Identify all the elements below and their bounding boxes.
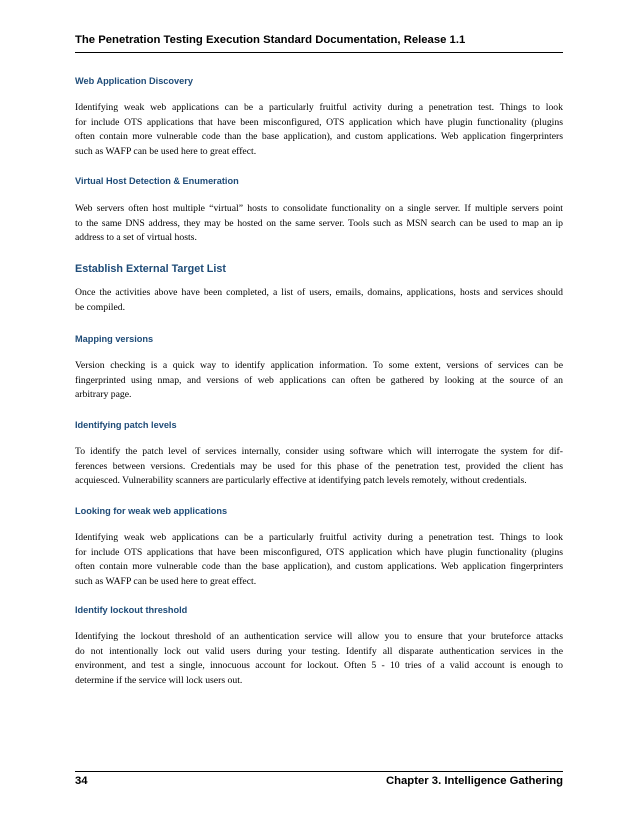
text-line: determine if the service will lock users out.	[75, 674, 243, 686]
text-line: Version checking is a quick way to identify application information. To some extent, versions of services can be	[75, 360, 563, 371]
text-line: To identify the patch level of services internally, consider using software which will interrogate the system for dif-	[75, 446, 563, 457]
text-line: to the same DNS address, they may be hosted on the same server. Tools such as MSN search can be used to map an ip	[75, 217, 563, 229]
text-line: Web servers often host multiple “virtual” hosts to consolidate functionality on a single server. If multiple servers point	[75, 203, 563, 214]
paragraph-identifying-patch-levels	[75, 445, 563, 489]
chapter-title: Chapter 3. Intelligence Gathering	[385, 775, 563, 787]
text-line: environment, and test a single, innocuous account for lockout. Often 5 - 10 tries of a valid account is enough to	[75, 660, 563, 671]
section-heading-web-application-discovery: Web Application Discovery	[75, 76, 193, 86]
section-heading-virtual-host-detection: Virtual Host Detection & Enumeration	[75, 176, 239, 186]
text-line: Identifying weak web applications can be a particularly fruitful activity during a penetration test. Things to look	[75, 532, 563, 543]
text-line: such as WAFP can be used here to great effect.	[75, 575, 257, 587]
text-line: do not intentionally lock out valid users during your testing. Identify all disparate authentication services in the	[75, 645, 563, 657]
paragraph-identify-lockout-threshold	[75, 630, 563, 688]
paragraph-web-application-discovery	[75, 101, 563, 159]
page-number: 34	[75, 775, 88, 787]
text-line: often contain more vulnerable code than the base application), and custom applications. Web application fingerprinters	[75, 131, 563, 142]
section-heading-looking-for-weak-web-applications: Looking for weak web applications	[75, 506, 228, 516]
text-line: for include OTS applications that have been misconfigured, OTS application which have plugin functionality (plugins	[75, 546, 563, 558]
text-line: Identifying the lockout threshold of an authentication service will allow you to ensure that your bruteforce attacks	[75, 631, 563, 642]
text-line: address to a set of virtual hosts.	[75, 232, 197, 243]
section-heading-identifying-patch-levels: Identifying patch levels	[75, 420, 177, 430]
text-line: often contain more vulnerable code than the base application), and custom applications. Web application fingerprinters	[75, 561, 563, 572]
text-line: acquiesced. Vulnerability scanners are particularly effective at identifying patch levels remotely, without credentials.	[75, 475, 527, 486]
section-heading-identify-lockout-threshold: Identify lockout threshold	[75, 605, 188, 615]
paragraph-establish-external-target-list	[75, 286, 563, 315]
text-line: be compiled.	[75, 301, 126, 313]
text-line: fingerprinted using nmap, and versions of web applications can often be gathered by looking at the source of an	[75, 374, 563, 386]
text-line: ferences between versions. Credentials may be used for this phase of the penetration test, provided the client has	[75, 460, 563, 472]
text-line: Identifying weak web applications can be a particularly fruitful activity during a penetration test. Things to look	[75, 102, 563, 113]
text-line: for include OTS applications that have been misconfigured, OTS application which have plugin functionality (plugins	[75, 116, 563, 128]
running-header	[75, 33, 563, 53]
section-heading-establish-external-target-list: Establish External Target List	[75, 263, 226, 275]
document-title: The Penetration Testing Execution Standard Documentation, Release 1.1	[75, 34, 466, 46]
running-footer	[75, 771, 563, 790]
text-line: such as WAFP can be used here to great effect.	[75, 145, 257, 157]
paragraph-virtual-host-detection	[75, 202, 563, 246]
text-line: Once the activities above have been completed, a list of users, emails, domains, applications, hosts and services should	[75, 287, 563, 298]
paragraph-looking-for-weak-web-applications	[75, 531, 563, 589]
section-heading-mapping-versions: Mapping versions	[75, 334, 154, 344]
paragraph-mapping-versions	[75, 359, 563, 403]
text-line: arbitrary page.	[75, 389, 132, 400]
